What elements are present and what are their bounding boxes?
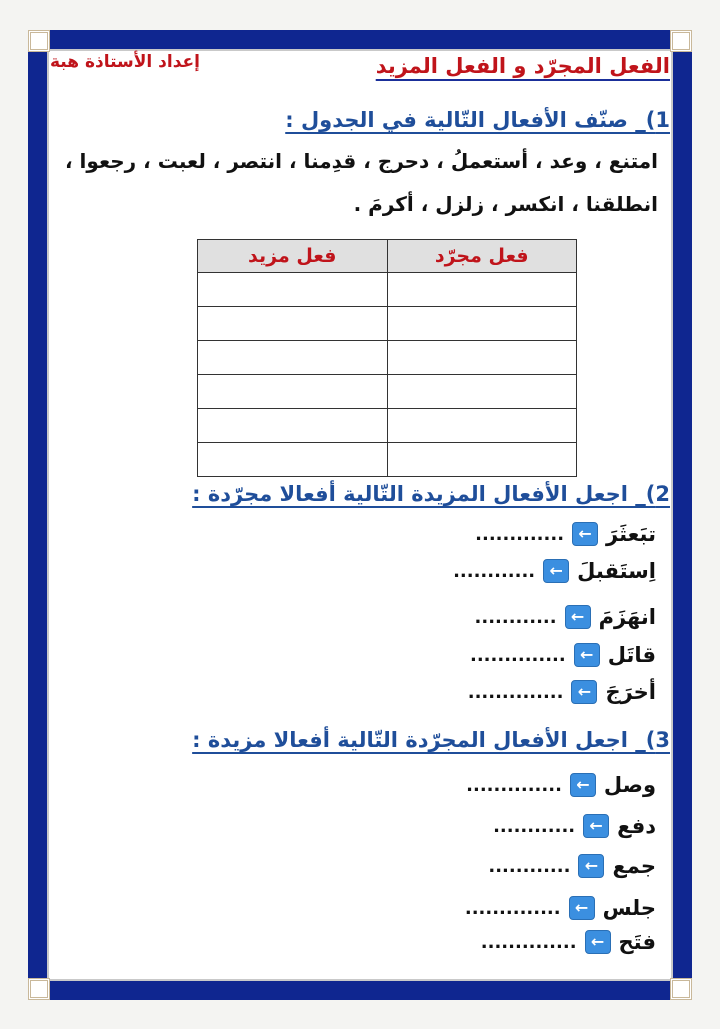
left-arrow-icon: ← [543, 559, 569, 583]
left-arrow-icon: ← [578, 854, 604, 878]
worksheet [50, 50, 670, 980]
question-2-heading: 2)_ اجعل الأفعال المزيدة التّالية أفعالا مجرّدة : [192, 482, 670, 506]
answer-blank[interactable]: .............. [470, 644, 566, 666]
table-cell[interactable] [198, 443, 388, 477]
left-arrow-icon: ← [585, 930, 611, 954]
list-item [468, 680, 656, 704]
list-item [488, 854, 656, 878]
table-row [198, 307, 577, 341]
table-cell[interactable] [198, 375, 388, 409]
table-row [198, 375, 577, 409]
author-credit: إعداد الأستاذة هبة [50, 52, 200, 72]
verb-word: فتَح [618, 930, 656, 954]
table-cell[interactable] [387, 273, 577, 307]
answer-blank[interactable]: ............ [453, 560, 536, 582]
table-row [198, 341, 577, 375]
table-cell[interactable] [198, 307, 388, 341]
table-header-mujarrad: فعل مجرّد [387, 240, 577, 273]
left-arrow-icon: ← [569, 896, 595, 920]
left-arrow-icon: ← [570, 773, 596, 797]
table-row [198, 409, 577, 443]
left-arrow-icon: ← [574, 643, 600, 667]
answer-blank[interactable]: ............ [474, 606, 557, 628]
question-1-verbs-line-2: انطلقنا ، انكسر ، زلزل ، أكرمَ . [353, 192, 658, 216]
table-row [198, 443, 577, 477]
verb-word: وصل [603, 773, 656, 797]
question-1-heading: 1)_ صنّف الأفعال التّالية في الجدول : [285, 108, 670, 132]
list-item [466, 773, 656, 797]
verb-word: انهَزَمَ [598, 605, 656, 629]
table-header-mazid: فعل مزيد [198, 240, 388, 273]
corner-ornament-top-left [28, 30, 50, 52]
corner-ornament-bottom-right [670, 978, 692, 1000]
table-cell[interactable] [198, 273, 388, 307]
table-cell[interactable] [198, 341, 388, 375]
question-1-verbs-line-1: امتنع ، وعد ، أستعملُ ، دحرج ، قدِمنا ، انتصر ، لعبت ، رجعوا ، [65, 149, 658, 173]
table-row [198, 273, 577, 307]
table-cell[interactable] [387, 307, 577, 341]
answer-blank[interactable]: .............. [467, 681, 564, 703]
verb-word: دفع [617, 814, 656, 838]
verb-word: قاتَل [607, 643, 656, 667]
list-item [493, 814, 656, 838]
verb-word: جلس [602, 896, 656, 920]
list-item [465, 896, 656, 920]
list-item [470, 643, 656, 667]
verb-word: اِستَقبلَ [577, 559, 656, 583]
corner-ornament-bottom-left [28, 978, 50, 1000]
verb-word: جمع [612, 854, 656, 878]
verb-word: تبَعثَرَ [606, 522, 656, 546]
corner-ornament-top-right [670, 30, 692, 52]
answer-blank[interactable]: .............. [480, 931, 577, 953]
page-title: الفعل المجرّد و الفعل المزيد [375, 54, 670, 78]
table-cell[interactable] [198, 409, 388, 443]
table-cell[interactable] [387, 341, 577, 375]
left-arrow-icon: ← [565, 605, 591, 629]
answer-blank[interactable]: .............. [466, 774, 562, 796]
verb-word: أخرَجَ [605, 680, 656, 704]
table-cell[interactable] [387, 409, 577, 443]
left-arrow-icon: ← [571, 680, 597, 704]
answer-blank[interactable]: ............ [488, 855, 571, 877]
list-item [475, 522, 656, 546]
answer-blank[interactable]: ............. [475, 523, 565, 545]
list-item [475, 605, 656, 629]
answer-blank[interactable]: .............. [464, 897, 561, 919]
answer-blank[interactable]: ............ [493, 815, 576, 837]
list-item [481, 930, 656, 954]
question-3-heading: 3)_ اجعل الأفعال المجرّدة التّالية أفعالا مزيدة : [192, 728, 670, 752]
table-cell[interactable] [387, 443, 577, 477]
classification-table [197, 239, 577, 477]
table-cell[interactable] [387, 375, 577, 409]
left-arrow-icon: ← [583, 814, 609, 838]
list-item [453, 559, 656, 583]
left-arrow-icon: ← [572, 522, 598, 546]
